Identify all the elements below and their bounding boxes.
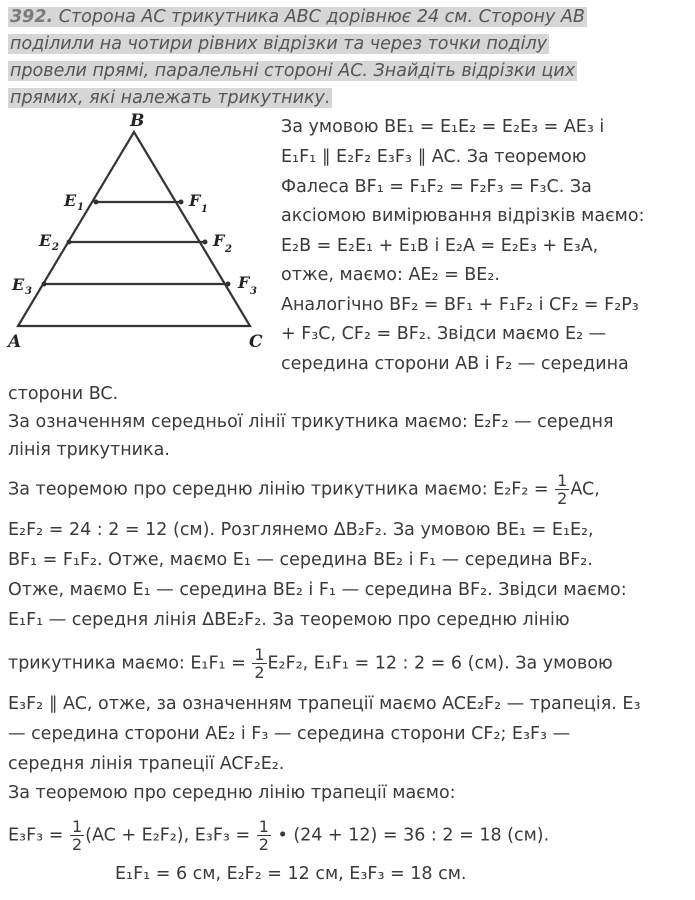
solution-line: E₂F₂ = 24 : 2 = 12 (см). Розглянемо ΔB₂F₂. За умовою BE₁ = E₁E₂, [8, 520, 594, 540]
fraction-half [70, 818, 84, 853]
label-f1-sub: 1 [201, 204, 208, 215]
triangle-abc [18, 132, 250, 326]
formula-text: трикутника маємо: E₁F₁ = [8, 653, 252, 674]
label-f2-sub: 2 [225, 244, 232, 255]
formula-line [8, 472, 600, 507]
solution-line: E₃F₂ ∥ AC, отже, за означенням трапеції маємо ACE₂F₂ — трапеція. E₃ [8, 694, 641, 714]
label-e2-sub: 2 [52, 242, 59, 253]
solution-line: аксіомою вимірювання відрізків маємо: [281, 206, 645, 226]
formula-text: За теоремою про середню лінію трикутника маємо: E₂F₂ = [8, 479, 555, 500]
label-e3: E [12, 275, 25, 294]
solution-line: Отже, маємо E₁ — середина BE₂ і F₁ — середина BF₂. Звідси маємо: [8, 580, 627, 600]
problem-statement [8, 4, 608, 112]
final-answer: E₁F₁ = 6 см, E₂F₂ = 12 см, E₃F₃ = 18 см. [115, 864, 467, 884]
fraction-half [252, 646, 266, 681]
fraction-denominator: 2 [557, 489, 568, 508]
formula-text: E₂F₂, E₁F₁ = 12 : 2 = 6 (см). За умовою [267, 653, 613, 674]
point-e2 [67, 240, 72, 245]
formula-text: • (24 + 12) = 36 : 2 = 18 (см). [271, 825, 550, 846]
point-e3 [42, 282, 47, 287]
solution-line: сторони BC. [8, 384, 119, 404]
solution-line: — середина сторони AE₂ і F₃ — середина сторони CF₂; E₃F₃ — [8, 724, 571, 744]
problem-number: 392. [10, 7, 54, 27]
solution-line: За означенням середньої лінії трикутника маємо: E₂F₂ — середня [8, 412, 614, 432]
label-f1: F [189, 191, 201, 210]
label-f3-sub: 3 [250, 286, 257, 297]
solution-line: BF₁ = F₁F₂. Отже, маємо E₁ — середина BE₂ і F₁ — середина BF₂. [8, 550, 593, 570]
label-e2: E [39, 231, 52, 250]
solution-line: середина сторони AB і F₂ — середина [281, 354, 629, 374]
formula-text: AC, [570, 479, 600, 500]
solution-line: E₂B = E₂E₁ + E₁B і E₂A = E₂E₃ + E₃A, [281, 236, 599, 256]
label-c: C [249, 332, 263, 352]
problem-line-3: провели прямі, паралельні стороні АС. Знайдіть відрізки цих [10, 61, 576, 81]
problem-line-1: Сторона АС трикутника АВС дорівнює 24 см. Сторону АВ [58, 7, 585, 27]
solution-line: За теоремою про середню лінію трапеції маємо: [8, 783, 456, 803]
solution-line: лінія трикутника. [8, 440, 170, 460]
point-f1 [179, 200, 184, 205]
fraction-denominator: 2 [254, 663, 265, 682]
solution-line: отже, маємо: AE₂ = BE₂. [281, 265, 500, 285]
solution-line: E₁F₁ ∥ E₂F₂ E₃F₃ ∥ AC. За теоремою [281, 147, 587, 167]
point-e1 [94, 200, 99, 205]
solution-line: За умовою BE₁ = E₁E₂ = E₂E₃ = AE₃ і [281, 117, 605, 137]
problem-line-2: поділили на чотири рівних відрізки та через точки поділу [10, 34, 547, 54]
solution-line: середня лінія трапеції ACF₂E₂. [8, 754, 285, 774]
fraction-numerator: 1 [71, 817, 83, 836]
solution-line: Фалеса BF₁ = F₁F₂ = F₂F₃ = F₃C. За [281, 177, 592, 197]
formula-line [8, 818, 549, 853]
fraction-numerator: 1 [254, 645, 265, 664]
label-f3: F [238, 273, 250, 292]
fraction-numerator: 1 [557, 471, 568, 490]
solution-line: Аналогічно BF₂ = BF₁ + F₁F₂ і CF₂ = F₂P₃ [281, 295, 639, 315]
point-f2 [203, 240, 208, 245]
label-a: A [8, 332, 22, 352]
fraction-denominator: 2 [258, 835, 269, 854]
fraction-numerator: 1 [258, 817, 269, 836]
label-e3-sub: 3 [25, 286, 32, 297]
formula-text: E₃F₃ = [8, 825, 69, 846]
point-f3 [226, 282, 231, 287]
fraction-half [257, 818, 271, 853]
fraction-half [555, 472, 569, 507]
solution-line: E₁F₁ — середня лінія ΔBE₂F₂. За теоремою про середню лінію [8, 610, 570, 630]
triangle-figure [0, 104, 275, 354]
label-e1-sub: 1 [77, 202, 84, 213]
solution-line: + F₃C, CF₂ = BF₂. Звідси маємо E₂ — [281, 324, 607, 344]
fraction-denominator: 2 [71, 835, 83, 854]
label-b: B [130, 111, 145, 131]
formula-text: (AC + E₂F₂), E₃F₃ = [85, 825, 256, 846]
label-e1: E [64, 191, 77, 210]
formula-line [8, 646, 613, 681]
label-f2: F [213, 231, 225, 250]
problem-line-4: прямих, які належать трикутнику. [10, 88, 331, 108]
